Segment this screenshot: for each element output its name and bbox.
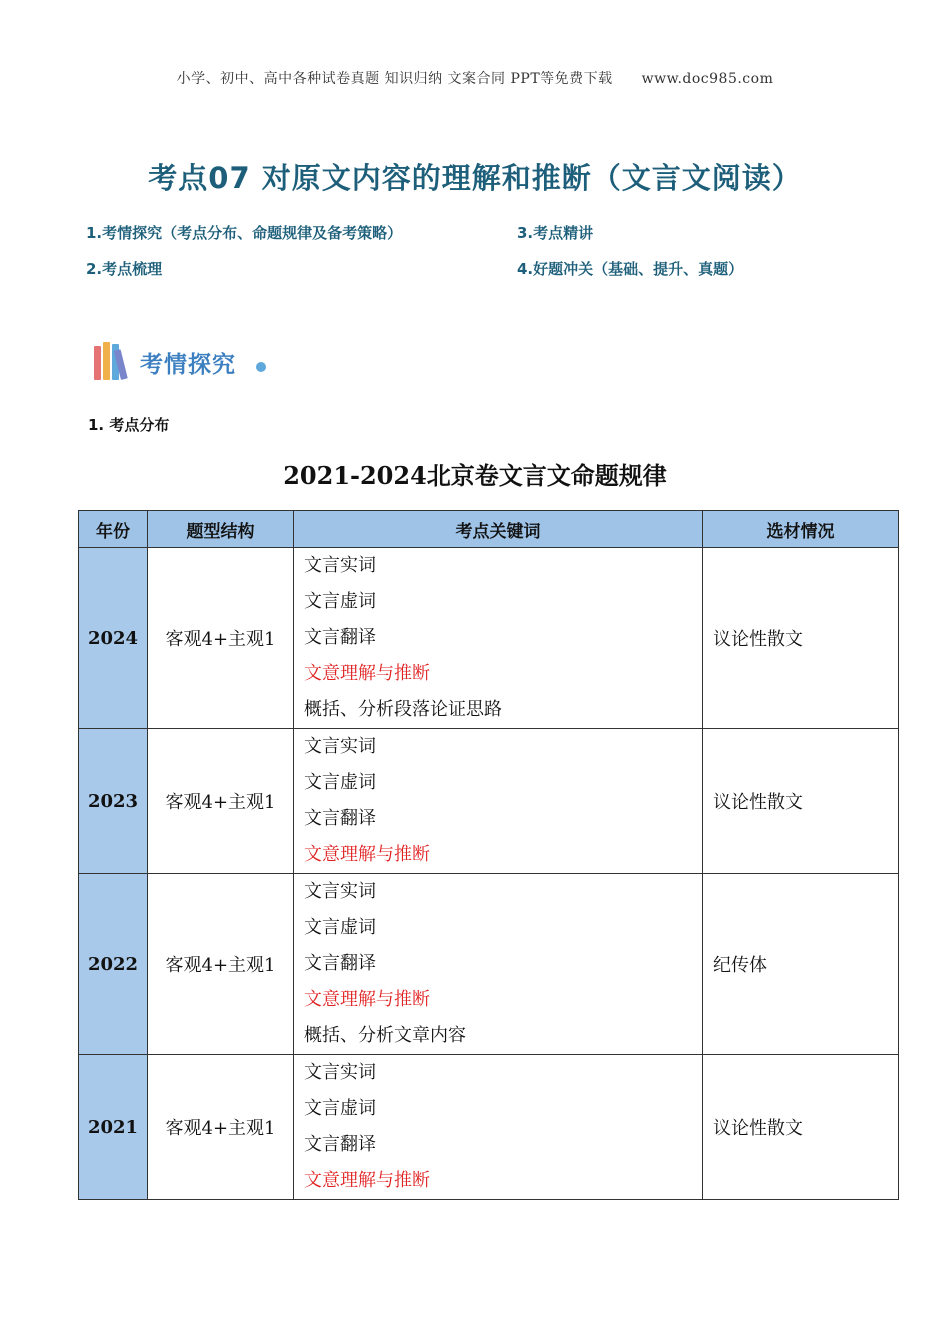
toc-item-2: 2.考点梳理 — [86, 260, 163, 278]
keywords-cell — [294, 1055, 703, 1200]
dot-icon — [256, 362, 266, 372]
keyword-item: 文言实词 — [304, 736, 376, 757]
table-row — [79, 729, 899, 874]
structure-cell: 客观4+主观1 — [148, 729, 294, 874]
keyword-item: 文言翻译 — [304, 1134, 376, 1155]
keywords-cell — [294, 729, 703, 874]
year-cell: 2022 — [79, 874, 148, 1055]
site-header: 小学、初中、高中各种试卷真题 知识归纳 文案合同 PPT等免费下载 www.doc985.com — [176, 71, 774, 87]
keyword-item: 概括、分析段落论证思路 — [304, 699, 502, 720]
structure-cell: 客观4+主观1 — [148, 874, 294, 1055]
keywords-cell — [294, 874, 703, 1055]
table-header-row — [79, 511, 899, 548]
keyword-item: 文言虚词 — [304, 1098, 376, 1119]
banner-title: 考情探究 — [140, 352, 236, 378]
keyword-item: 文意理解与推断 — [304, 989, 430, 1010]
keyword-item: 文言实词 — [304, 1062, 376, 1083]
col-header-structure: 题型结构 — [148, 511, 294, 548]
keyword-item: 文言虚词 — [304, 917, 376, 938]
keyword-item: 文言翻译 — [304, 953, 376, 974]
books-icon — [92, 340, 136, 380]
exam-table — [78, 510, 899, 1200]
table-row — [79, 548, 899, 729]
material-cell: 纪传体 — [703, 874, 899, 1055]
keyword-item: 文意理解与推断 — [304, 844, 430, 865]
keywords-cell — [294, 548, 703, 729]
structure-cell: 客观4+主观1 — [148, 1055, 294, 1200]
keyword-item: 文言实词 — [304, 555, 376, 576]
keyword-item: 文言虚词 — [304, 591, 376, 612]
year-cell: 2021 — [79, 1055, 148, 1200]
toc-item-1: 1.考情探究（考点分布、命题规律及备考策略） — [86, 224, 403, 242]
table-row — [79, 1055, 899, 1200]
keyword-item: 文言翻译 — [304, 627, 376, 648]
structure-cell: 客观4+主观1 — [148, 548, 294, 729]
material-cell: 议论性散文 — [703, 729, 899, 874]
keyword-item: 概括、分析文章内容 — [304, 1025, 466, 1046]
col-header-keywords: 考点关键词 — [294, 511, 703, 548]
material-cell: 议论性散文 — [703, 1055, 899, 1200]
keyword-item: 文言虚词 — [304, 772, 376, 793]
table-title: 2021-2024北京卷文言文命题规律 — [283, 461, 667, 490]
year-cell: 2024 — [79, 548, 148, 729]
keyword-item: 文言翻译 — [304, 808, 376, 829]
section-label: 1. 考点分布 — [88, 416, 170, 434]
table-row — [79, 874, 899, 1055]
material-cell: 议论性散文 — [703, 548, 899, 729]
toc-item-4: 4.好题冲关（基础、提升、真题） — [517, 260, 744, 278]
col-header-year: 年份 — [79, 511, 148, 548]
page-title: 考点07 对原文内容的理解和推断（文言文阅读） — [148, 161, 802, 195]
year-cell: 2023 — [79, 729, 148, 874]
section-banner — [92, 340, 282, 384]
col-header-material: 选材情况 — [703, 511, 899, 548]
toc-item-3: 3.考点精讲 — [517, 224, 594, 242]
keyword-item: 文意理解与推断 — [304, 1170, 430, 1191]
keyword-item: 文言实词 — [304, 881, 376, 902]
keyword-item: 文意理解与推断 — [304, 663, 430, 684]
